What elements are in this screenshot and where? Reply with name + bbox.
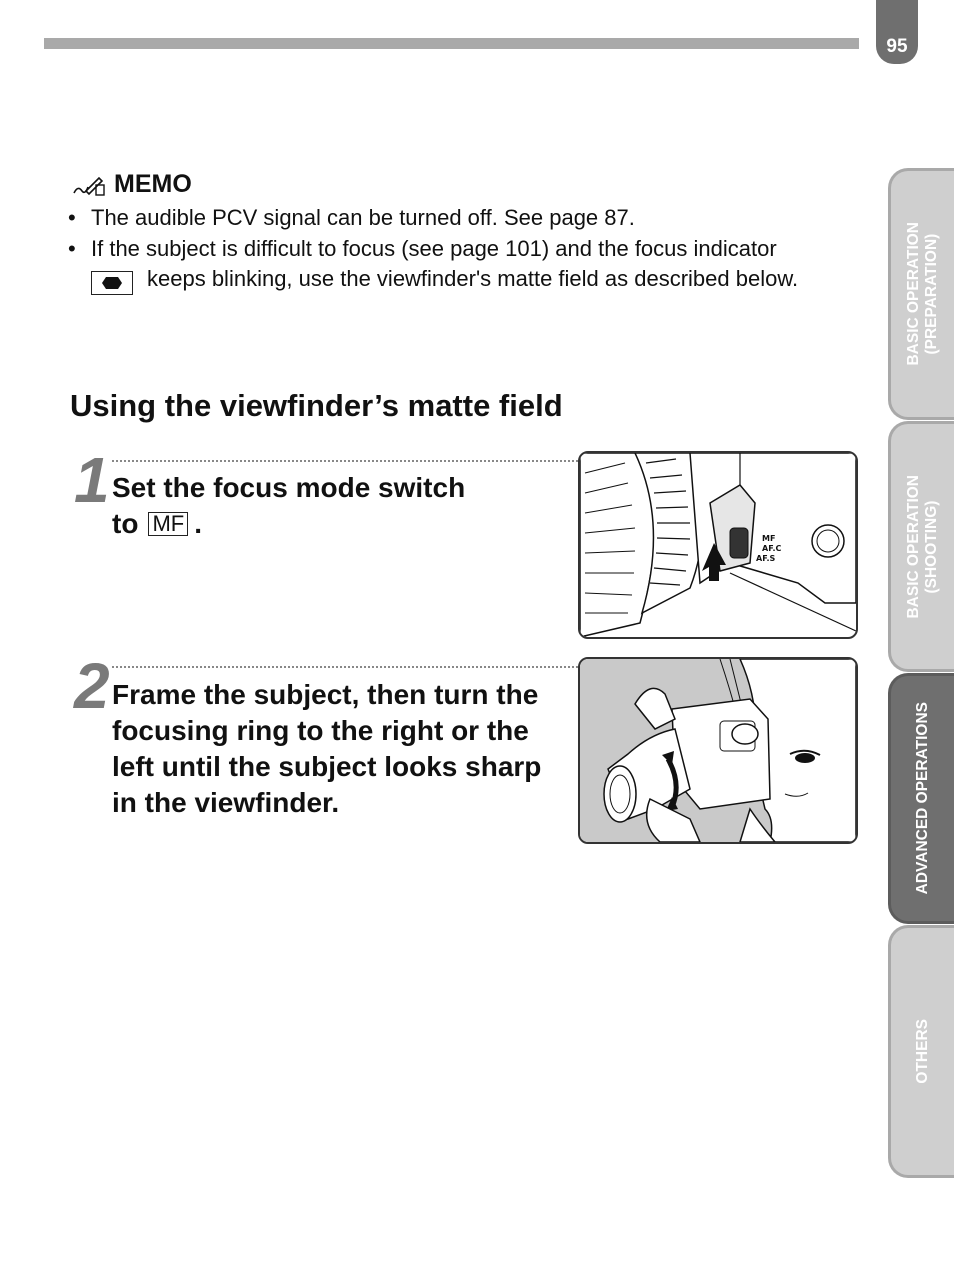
step-1-text: [112, 470, 532, 542]
step-number: 1: [74, 444, 110, 516]
side-tab-label: BASIC OPERATION (PREPARATION): [904, 222, 940, 366]
step-number: 2: [74, 650, 110, 722]
step-divider: [112, 460, 578, 462]
page-number-tab: [876, 0, 918, 64]
step-1-line: .: [194, 508, 202, 539]
side-tab-label: BASIC OPERATION (SHOOTING): [904, 474, 940, 619]
header-rule: [44, 38, 859, 49]
memo-item: [68, 203, 868, 234]
step-2-text: Frame the subject, then turn the focusing ring to the right or the left until the subject looks sharp in the viewfinder.: [112, 679, 542, 818]
side-tab-advanced-operations[interactable]: [888, 673, 954, 924]
side-tab-others[interactable]: [888, 925, 954, 1178]
focus-indicator-icon: [91, 271, 133, 295]
memo-item: [68, 234, 868, 296]
section-title: Using the viewfinder’s matte field: [70, 388, 563, 423]
memo-item-text: keeps blinking, use the viewfinder's matte field as described below.: [147, 266, 799, 291]
mode-label-afc: AF.C: [762, 544, 782, 553]
page-number: 95: [886, 36, 908, 57]
step-divider: [112, 666, 578, 668]
memo-title: MEMO: [114, 170, 192, 198]
memo-item-text: The audible PCV signal can be turned off. See page 87.: [91, 205, 635, 230]
side-tab-basic-shooting[interactable]: [888, 421, 954, 672]
step-1-line: Set the focus mode switch: [112, 472, 466, 503]
mf-mode-label: MF: [148, 512, 188, 536]
step-1-line: to: [112, 508, 139, 539]
illustration-focus-switch: [578, 451, 858, 639]
mode-label-afs: AF.S: [756, 554, 776, 563]
memo-heading: [72, 170, 192, 199]
side-tab-label: OTHERS: [913, 1019, 931, 1084]
memo-pen-icon: [72, 173, 106, 197]
mode-label-mf: MF: [762, 534, 776, 543]
illustration-focusing-ring: [578, 657, 858, 844]
side-tab-basic-preparation[interactable]: [888, 168, 954, 420]
memo-item-text: If the subject is difficult to focus (see page 101) and the focus indicator: [91, 235, 777, 261]
memo-list: [68, 203, 868, 295]
side-tab-label: ADVANCED OPERATIONS: [913, 702, 931, 895]
